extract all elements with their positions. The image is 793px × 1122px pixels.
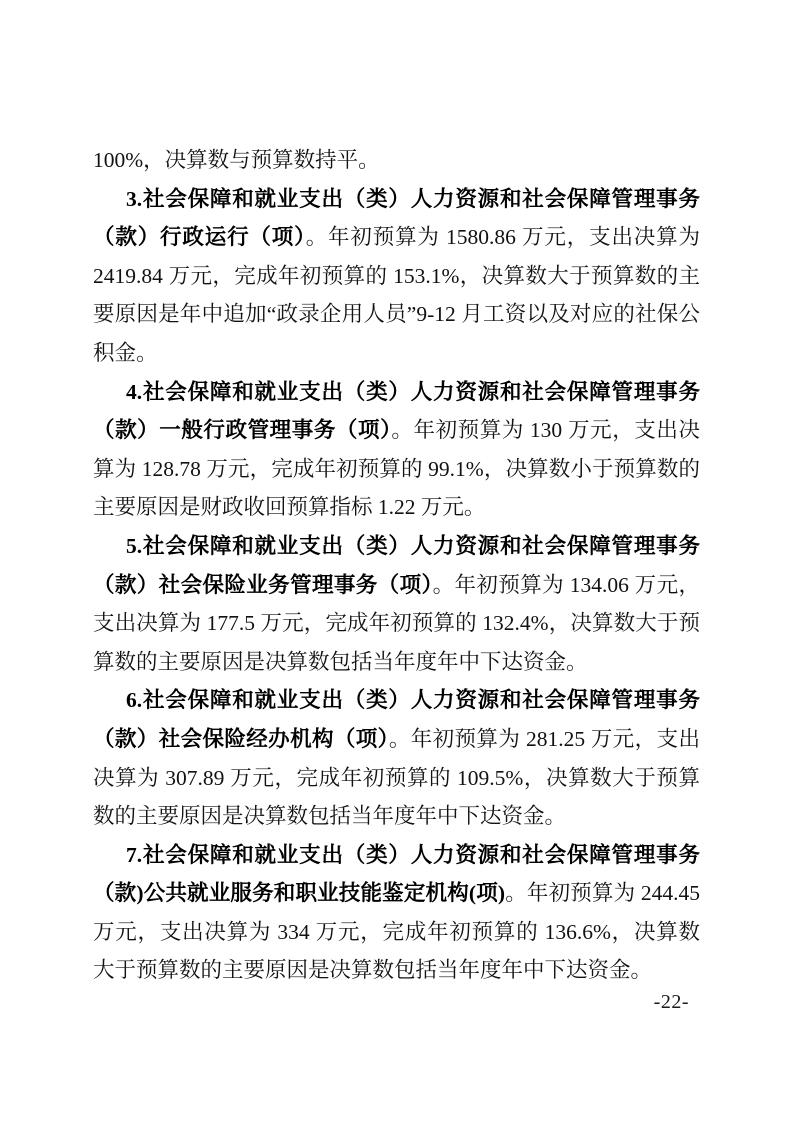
document-body	[93, 141, 700, 990]
paragraph-text: 。年初预算为 130 万元，支出决算为 128.78 万元，完成年初预算的 99.1%，决算数小于预算数的主要原因是财政收回预算指标 1.22 万元。	[93, 418, 700, 520]
paragraph-item-4	[93, 373, 700, 527]
paragraph-lead: 5.社会保障和就业支出（类）人力资源和社会保障管理事务（款）社会保险业务管理事务（项）	[93, 533, 700, 597]
paragraph-item-5	[93, 527, 700, 681]
paragraph-item-7	[93, 836, 700, 990]
paragraph-item-6	[93, 681, 700, 835]
paragraph-lead: 7.社会保障和就业支出（类）人力资源和社会保障管理事务（款)公共就业服务和职业技能鉴定机构(项)	[93, 842, 700, 906]
page-number: -22-	[653, 991, 689, 1013]
paragraph-text: 100%，决算数与预算数持平。	[93, 148, 380, 172]
paragraph-lead: 3.社会保障和就业支出（类）人力资源和社会保障管理事务（款）行政运行（项）	[93, 186, 700, 250]
paragraph-lead: 6.社会保障和就业支出（类）人力资源和社会保障管理事务（款）社会保险经办机构（项）	[93, 688, 700, 751]
paragraph-continuation	[93, 141, 700, 180]
paragraph-text: 。年初预算为 244.45 万元，支出决算为 334 万元，完成年初预算的 136.6%，决算数大于预算数的主要原因是决算数包括当年度年中下达资金。	[93, 881, 700, 983]
paragraph-item-3	[93, 180, 700, 373]
paragraph-lead: 4.社会保障和就业支出（类）人力资源和社会保障管理事务（款）一般行政管理事务（项）	[93, 379, 700, 443]
paragraph-text: 。年初预算为 1580.86 万元，支出决算为 2419.84 万元，完成年初预算的 153.1%，决算数大于预算数的主要原因是年中追加“政录企用人员”9-12 月工资以及对应的社保公积金。	[93, 225, 700, 365]
paragraph-text: 。年初预算为 134.06 万元，支出决算为 177.5 万元，完成年初预算的 132.4%，决算数大于预算数的主要原因是决算数包括当年度年中下达资金。	[93, 572, 700, 674]
paragraph-text: 。年初预算为 281.25 万元，支出决算为 307.89 万元，完成年初预算的 109.5%，决算数大于预算数的主要原因是决算数包括当年度年中下达资金。	[93, 726, 700, 829]
